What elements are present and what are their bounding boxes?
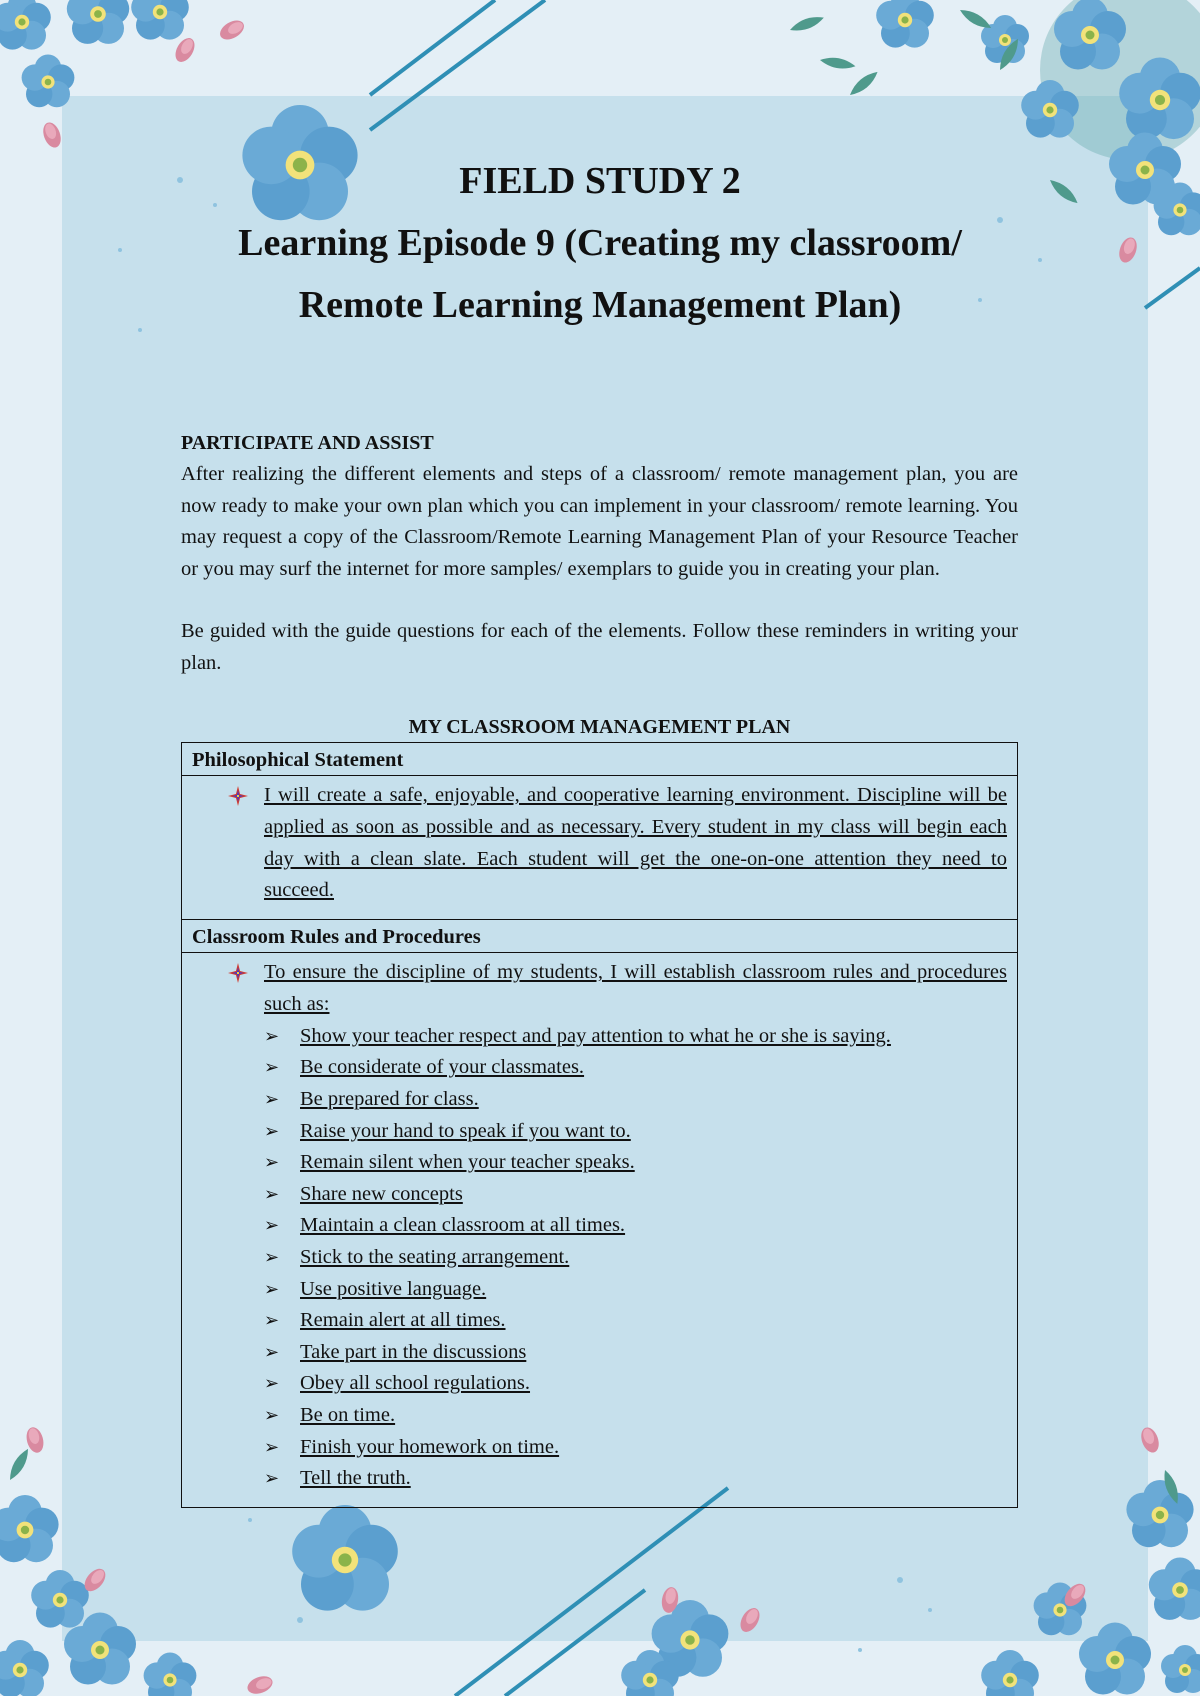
document-body [181, 428, 1018, 1508]
document-subtitle-line1: Learning Episode 9 (Creating my classroom/ [238, 222, 962, 264]
title-block [0, 150, 1200, 336]
rule-item [264, 1021, 1007, 1053]
rule-item [264, 1116, 1007, 1148]
rule-text: Remain alert at all times. [300, 1309, 506, 1332]
arrow-bullet-icon: ➢ [264, 1310, 280, 1332]
rule-text: Share new concepts [300, 1182, 463, 1205]
rule-item [264, 1305, 1007, 1337]
arrow-bullet-icon: ➢ [264, 1404, 280, 1426]
rule-text: Show your teacher respect and pay attention to what he or she is saying. [300, 1024, 891, 1047]
rule-text: Be on time. [300, 1403, 396, 1426]
rule-item [264, 1084, 1007, 1116]
rule-item [264, 1463, 1007, 1495]
rule-item [264, 1179, 1007, 1211]
list-item [228, 957, 1007, 1021]
diamond-bullet-icon [228, 957, 264, 988]
arrow-bullet-icon: ➢ [264, 1468, 280, 1490]
arrow-bullet-icon: ➢ [264, 1152, 280, 1174]
rule-text: Be considerate of your classmates. [300, 1056, 585, 1079]
rule-text: Raise your hand to speak if you want to. [300, 1119, 631, 1142]
arrow-bullet-icon: ➢ [264, 1436, 280, 1458]
arrow-bullet-icon: ➢ [264, 1246, 280, 1268]
rule-text: Remain silent when your teacher speaks. [300, 1151, 635, 1174]
arrow-bullet-icon: ➢ [264, 1057, 280, 1079]
rules-list [228, 1021, 1007, 1495]
rule-item [264, 1432, 1007, 1464]
arrow-bullet-icon: ➢ [264, 1120, 280, 1142]
rule-item [264, 1052, 1007, 1084]
intro-paragraph: After realizing the different elements and steps of a classroom/ remote management plan, you are now ready to make your own plan which you can implement in your classroom/ remote learning. You may request a copy of the Classroom/Remote Learning Management Plan of your Resource Teacher or you may surf the internet for more samples/ exemplars to guide you in creating your plan. [181, 463, 1018, 580]
arrow-bullet-icon: ➢ [264, 1088, 280, 1110]
rule-text: Be prepared for class. [300, 1087, 479, 1110]
rule-item [264, 1210, 1007, 1242]
arrow-bullet-icon: ➢ [264, 1215, 280, 1237]
arrow-bullet-icon: ➢ [264, 1183, 280, 1205]
section-heading: PARTICIPATE AND ASSIST [181, 432, 434, 454]
rule-text: Use positive language. [300, 1277, 487, 1300]
arrow-bullet-icon: ➢ [264, 1373, 280, 1395]
plan-table [181, 742, 1018, 1508]
guide-paragraph: Be guided with the guide questions for each of the elements. Follow these reminders in writing your plan. [181, 620, 1018, 674]
philosophy-heading: Philosophical Statement [182, 743, 1018, 776]
arrow-bullet-icon: ➢ [264, 1025, 280, 1047]
diamond-bullet-icon [228, 780, 264, 811]
rule-item [264, 1400, 1007, 1432]
arrow-bullet-icon: ➢ [264, 1278, 280, 1300]
philosophy-cell [182, 776, 1018, 920]
rules-intro: To ensure the discipline of my students, I will establish classroom rules and procedures such as: [264, 961, 1007, 1015]
document-title: FIELD STUDY 2 [459, 160, 741, 202]
rule-item [264, 1147, 1007, 1179]
rule-item [264, 1274, 1007, 1306]
philosophy-statement: I will create a safe, enjoyable, and cooperative learning environment. Discipline will be applied as soon as possible and as necessary. Every student in my class will begin each day with a clean slate. Each student will get the one-on-one attention they need to succeed. [264, 784, 1007, 902]
rule-text: Tell the truth. [300, 1467, 411, 1490]
rule-item [264, 1242, 1007, 1274]
rule-item [264, 1368, 1007, 1400]
rules-heading: Classroom Rules and Procedures [182, 920, 1018, 953]
rule-text: Finish your homework on time. [300, 1435, 560, 1458]
rule-text: Stick to the seating arrangement. [300, 1245, 570, 1268]
rule-text: Maintain a clean classroom at all times. [300, 1214, 626, 1237]
rule-item [264, 1337, 1007, 1369]
rules-cell [182, 953, 1018, 1508]
document-subtitle-line2: Remote Learning Management Plan) [298, 284, 902, 326]
list-item [228, 780, 1007, 907]
rule-text: Take part in the discussions [300, 1340, 527, 1363]
arrow-bullet-icon: ➢ [264, 1341, 280, 1363]
rule-text: Obey all school regulations. [300, 1372, 531, 1395]
plan-title: MY CLASSROOM MANAGEMENT PLAN [408, 716, 791, 738]
